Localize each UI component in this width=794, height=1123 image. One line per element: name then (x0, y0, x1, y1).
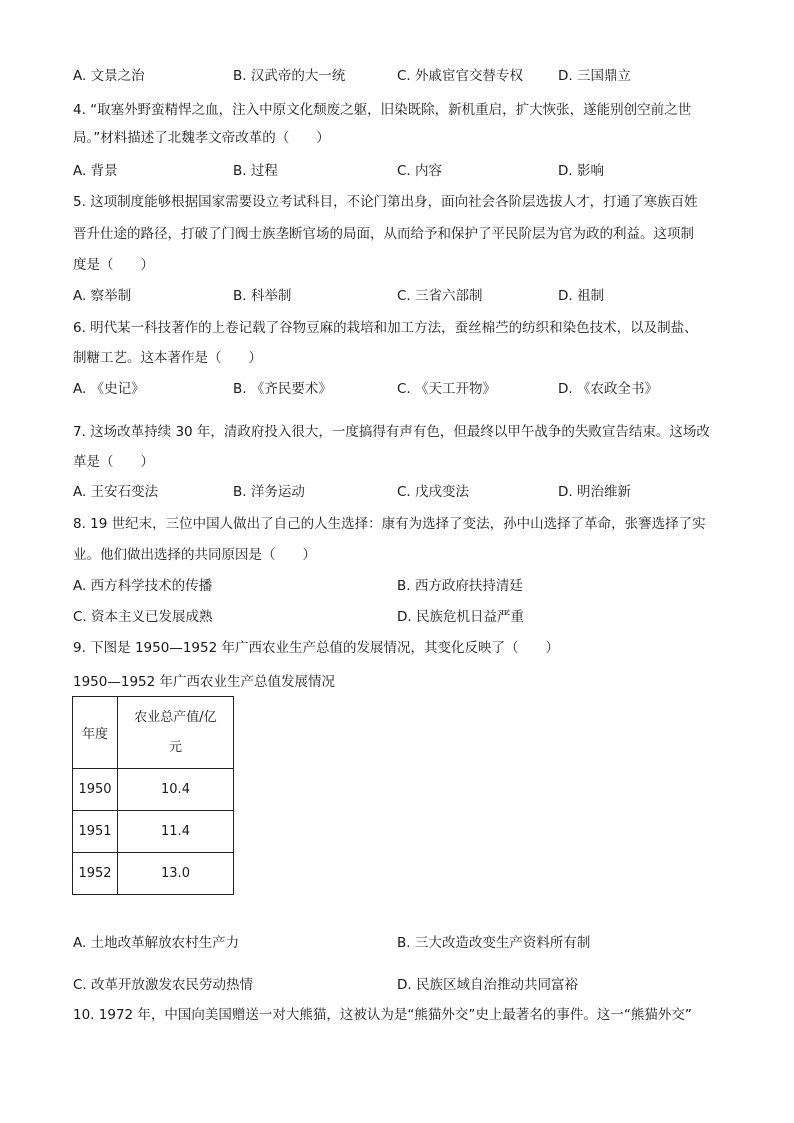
q4-stem-line-2: 局。”材料描述了北魏孝文帝改革的（ ） (73, 130, 330, 146)
table-row (73, 811, 234, 853)
q9-option-d: D. 民族区域自治推动共同富裕 (397, 977, 578, 993)
table-cell-year: 1950 (73, 769, 118, 811)
table-row (73, 853, 234, 895)
q6-option-b: B. 《齐民要术》 (233, 381, 332, 397)
q8-option-b: B. 西方政府扶持清廷 (397, 578, 523, 594)
q4-stem-line-1: 4. “取塞外野蛮精悍之血，注入中原文化颓废之躯，旧染既除，新机重启，扩大恢张，遂能别创空前之世 (73, 102, 692, 118)
q4-option-c: C. 内容 (397, 163, 443, 179)
q10-stem-line-1: 10. 1972 年，中国向美国赠送一对大熊猫，这被认为是“熊猫外交”史上最著名的事件。这一“熊猫外交” (73, 1007, 692, 1023)
q9-option-a: A. 土地改革解放农村生产力 (73, 935, 240, 951)
table-cell-value: 11.4 (118, 811, 234, 853)
q5-stem-line-2: 晋升仕途的路径，打破了门阀士族垄断官场的局面，从而给予和保护了平民阶层为官为政的利益。这项制 (73, 226, 694, 242)
q5-option-c: C. 三省六部制 (397, 288, 483, 304)
table-cell-value: 10.4 (118, 769, 234, 811)
q8-option-a: A. 西方科学技术的传播 (73, 578, 213, 594)
q7-option-a: A. 王安石变法 (73, 484, 159, 500)
q5-option-b: B. 科举制 (233, 288, 292, 304)
q8-option-c: C. 资本主义已发展成熟 (73, 609, 213, 625)
q5-option-d: D. 祖制 (558, 288, 604, 304)
table-header-row (73, 697, 234, 769)
q9-table-caption: 1950—1952 年广西农业生产总值发展情况 (73, 674, 336, 690)
header-year: 年度 (73, 697, 118, 769)
table-cell-year: 1952 (73, 853, 118, 895)
q9-data-table (72, 696, 234, 895)
q4-option-b: B. 过程 (233, 163, 278, 179)
q9-option-c: C. 改革开放激发农民劳动热情 (73, 977, 254, 993)
q5-stem-line-1: 5. 这项制度能够根据国家需要设立考试科目，不论门第出身，面向社会各阶层选拔人才，打通了寒族百姓 (73, 194, 698, 210)
header-value-line-1: 农业总产值/亿 (134, 709, 217, 725)
q7-option-c: C. 戊戌变法 (397, 484, 470, 500)
q9-stem-line-1: 9. 下图是 1950—1952 年广西农业生产总值的发展情况，其变化反映了（ ） (73, 640, 559, 656)
q6-option-d: D. 《农政全书》 (558, 381, 658, 397)
q8-stem-line-1: 8. 19 世纪末，三位中国人做出了自己的人生选择：康有为选择了变法，孙中山选择了革命，张謇选择了实 (73, 516, 706, 532)
q3-option-b: B. 汉武帝的大一统 (233, 68, 346, 84)
q9-option-b: B. 三大改造改变生产资料所有制 (397, 935, 591, 951)
q7-option-d: D. 明治维新 (558, 484, 631, 500)
q8-stem-line-2: 业。他们做出选择的共同原因是（ ） (73, 547, 316, 563)
q7-option-b: B. 洋务运动 (233, 484, 305, 500)
q4-option-d: D. 影响 (558, 163, 604, 179)
q8-option-d: D. 民族危机日益严重 (397, 609, 524, 625)
q6-stem-line-1: 6. 明代某一科技著作的上卷记载了谷物豆麻的栽培和加工方法，蚕丝棉苎的纺织和染色技术，以及制盐、 (73, 320, 698, 336)
table-cell-value: 13.0 (118, 853, 234, 895)
table-cell-year: 1951 (73, 811, 118, 853)
q3-option-c: C. 外戚宦官交替专权 (397, 68, 524, 84)
q4-option-a: A. 背景 (73, 163, 118, 179)
q6-option-a: A. 《史记》 (73, 381, 145, 397)
q3-option-a: A. 文景之治 (73, 68, 145, 84)
q6-stem-line-2: 制糖工艺。这本著作是（ ） (73, 350, 262, 366)
q5-stem-line-3: 度是（ ） (73, 257, 154, 273)
q7-stem-line-1: 7. 这场改革持续 30 年，清政府投入很大，一度搞得有声有色，但最终以甲午战争的失败宣告结束。这场改 (73, 424, 710, 440)
q7-stem-line-2: 革是（ ） (73, 454, 154, 470)
table-row (73, 769, 234, 811)
q3-option-d: D. 三国鼎立 (558, 68, 631, 84)
q5-option-a: A. 察举制 (73, 288, 132, 304)
header-value (118, 697, 234, 769)
header-value-line-2: 元 (168, 739, 182, 755)
q6-option-c: C. 《天工开物》 (397, 381, 497, 397)
